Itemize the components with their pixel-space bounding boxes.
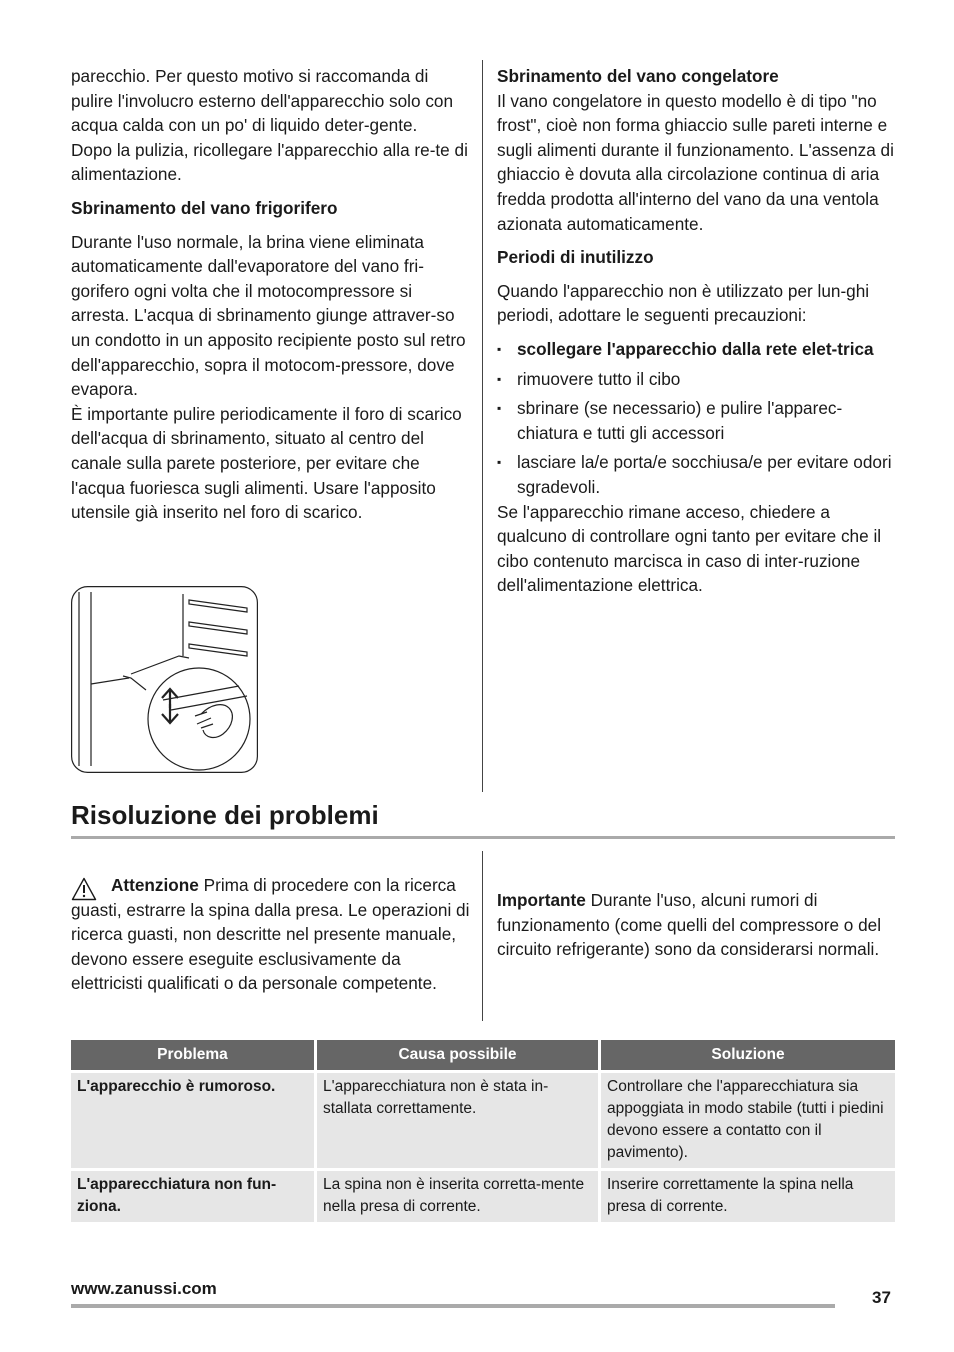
column-header-problem: Problema — [71, 1040, 317, 1070]
section-title: Risoluzione dei problemi — [71, 800, 379, 830]
footer-divider — [71, 1304, 835, 1308]
solution-cell: Inserire correttamente la spina nella presa di corrente. — [601, 1168, 895, 1222]
paragraph: Se l'apparecchio rimane acceso, chiedere a qualcuno di controllare ogni tanto per evitare che il cibo contenuto marcisca in caso di inter-ruzione dell'alimentazione elettrica. — [497, 501, 882, 596]
problem-cell: L'apparecchio è rumoroso. — [71, 1070, 317, 1168]
important-label: Importante — [497, 890, 586, 910]
column-divider — [482, 60, 483, 792]
troubleshooting-table — [71, 1040, 895, 1222]
table-row — [71, 1168, 895, 1222]
warning-note — [71, 873, 471, 996]
solution-cell: Controllare che l'apparecchiatura sia appoggiata in modo stabile (tutti i piedini devono essere a contatto con il pavimento). — [601, 1070, 895, 1168]
warning-label: Attenzione — [111, 875, 199, 895]
drain-cleaning-illustration — [71, 586, 258, 773]
column-header-cause: Causa possibile — [317, 1040, 601, 1070]
heading-fridge-defrost: Sbrinamento del vano frigorifero — [71, 197, 338, 218]
warning-text — [71, 873, 471, 996]
paragraph: Durante l'uso normale, la brina viene eliminata automaticamente dall'evaporatore del vano fri-gorifero ogni volta che il motocompressore si arresta. L'acqua di sbrinamento giunge attraver-so un condotto in un apposito recipiente posto sul retro dell'apparecchio, sopra il motocom-pressore, dove evapora. — [71, 231, 466, 400]
precautions-list — [497, 337, 897, 500]
list-item: ▪ scollegare l'apparecchio dalla rete elet-trica — [497, 337, 897, 362]
warning-body: Prima di procedere con la ricerca guasti, estrarre la spina dalla presa. Le operazioni di ricerca guasti, non descritte nel presente manuale, devono essere eseguite esclusivamente da elettricisti qualificati o da personale competente. — [71, 875, 470, 994]
warning-triangle-icon — [71, 877, 97, 901]
important-text — [497, 888, 895, 962]
page-number: 37 — [872, 1288, 891, 1307]
heading-inactivity: Periodi di inutilizzo — [497, 247, 654, 268]
section-divider — [71, 836, 895, 839]
right-column — [497, 64, 897, 598]
cause-cell: L'apparecchiatura non è stata in-stallata correttamente. — [317, 1070, 601, 1168]
column-divider — [482, 851, 483, 1021]
footer-url: www.zanussi.com — [71, 1279, 217, 1298]
paragraph: Il vano congelatore in questo modello è di tipo "no frost", cioè non forma ghiaccio sulle pareti interne e sugli alimenti durante il funzionamento. L'assenza di ghiaccio è dovuta alla circolazione continua di aria fredda prodotta all'interno del vano da una ventola azionata automaticamente. — [497, 90, 894, 234]
list-item: ▪ lasciare la/e porta/e socchiusa/e per evitare odori sgradevoli. — [497, 450, 897, 499]
table-row — [71, 1070, 895, 1168]
cause-cell: La spina non è inserita corretta-mente nella presa di corrente. — [317, 1168, 601, 1222]
list-item: ▪ rimuovere tutto il cibo — [497, 367, 897, 392]
important-note — [497, 888, 895, 962]
important-body: Durante l'uso, alcuni rumori di funzionamento (come quelli del compressore o del circuito refrigerante) sono da considerarsi normali. — [497, 890, 882, 960]
column-header-solution: Soluzione — [601, 1040, 895, 1070]
problem-cell: L'apparecchiatura non fun-ziona. — [71, 1168, 317, 1222]
table-header-row — [71, 1040, 895, 1070]
paragraph: parecchio. Per questo motivo si raccomanda di pulire l'involucro esterno dell'apparecchio solo con acqua calda con un po' di liquido deter-gente. — [71, 66, 454, 136]
paragraph: Dopo la pulizia, ricollegare l'apparecchio alla re-te di alimentazione. — [71, 139, 468, 185]
left-column — [71, 64, 471, 525]
list-item: ▪ sbrinare (se necessario) e pulire l'apparec-chiatura e tutti gli accessori — [497, 396, 897, 445]
heading-freezer-defrost: Sbrinamento del vano congelatore — [497, 66, 779, 86]
paragraph: Quando l'apparecchio non è utilizzato per lun-ghi periodi, adottare le seguenti precauzioni: — [497, 280, 870, 326]
paragraph: È importante pulire periodicamente il foro di scarico dell'acqua di sbrinamento, situato al centro del canale sulla parete posteriore, per evitare che l'acqua fuoriesca sugli alimenti. Usare l'apposito utensile già inserito nel foro di scarico. — [71, 403, 462, 523]
